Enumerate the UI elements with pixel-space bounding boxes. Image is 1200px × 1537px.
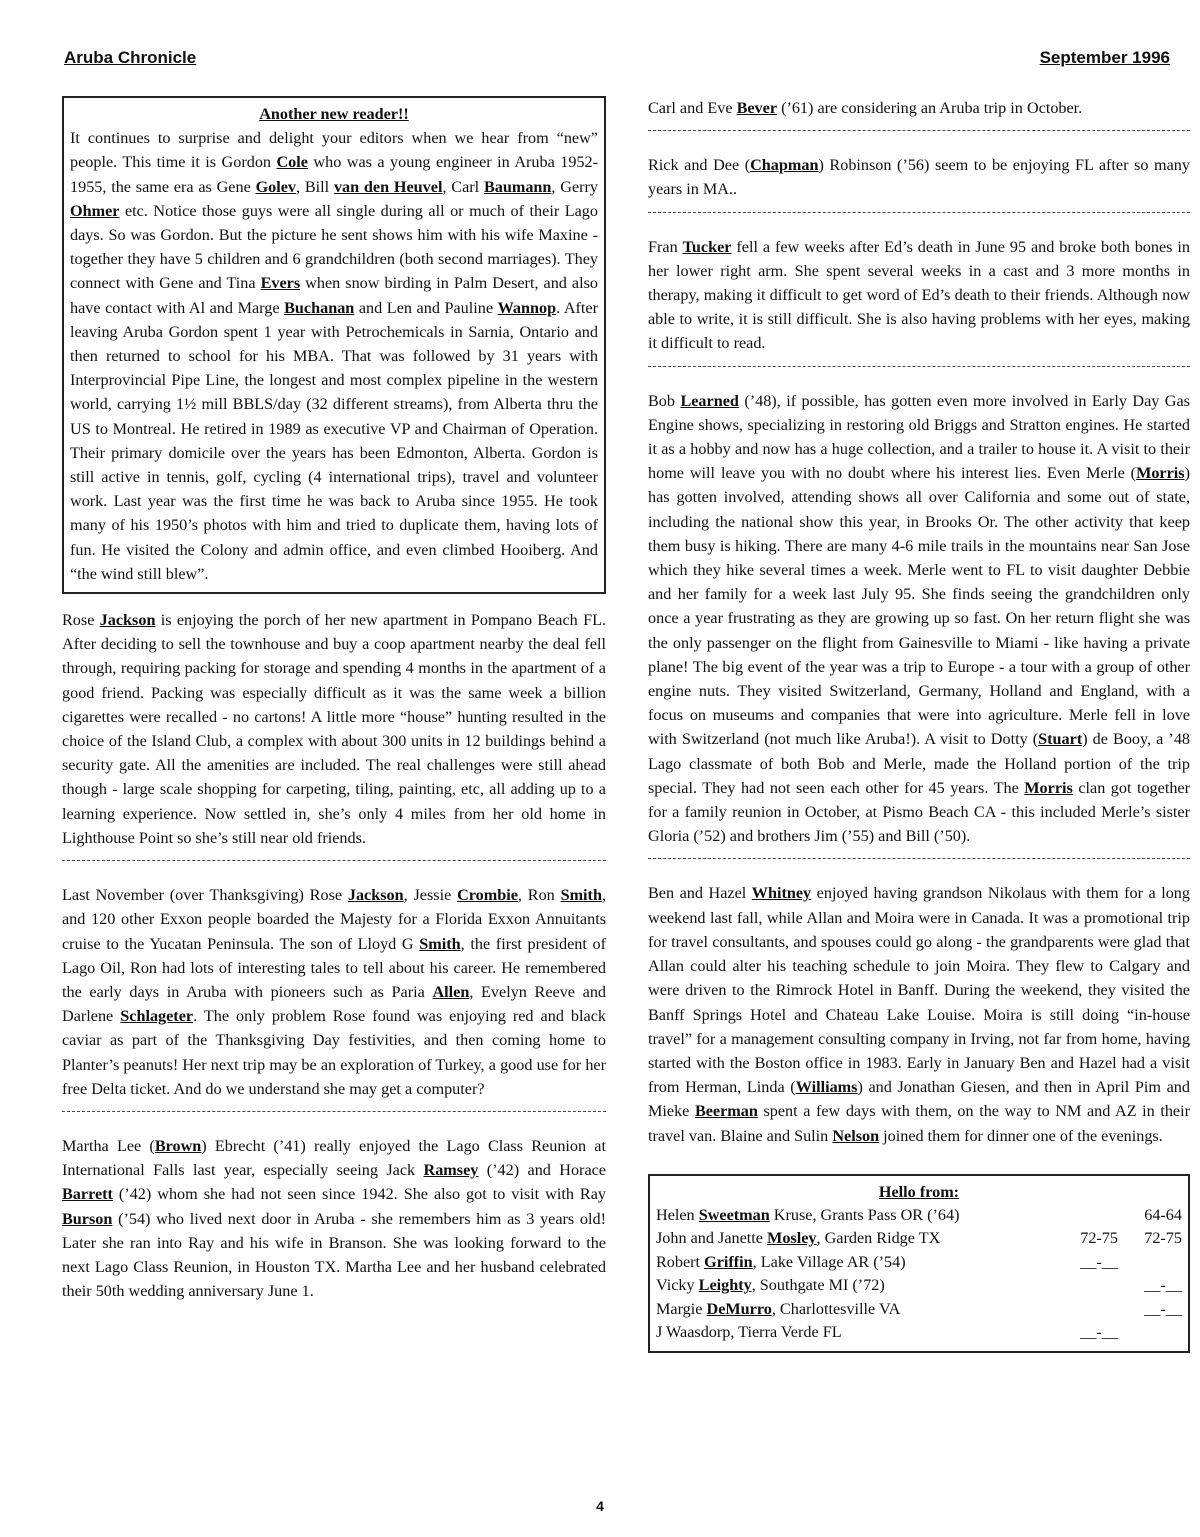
class-years (1054, 1204, 1118, 1228)
text-run: , Carl (442, 177, 484, 196)
hello-person (656, 1227, 1054, 1251)
text-run: , Ron (517, 886, 561, 905)
page-number: 4 (596, 1498, 604, 1514)
text-run: J Waasdorp, Tierra Verde FL (656, 1323, 842, 1342)
text-run: ) and Jonathan Giesen, and then in April Pim and Mieke (648, 1078, 1190, 1121)
text-run: (’48), if possible, has gotten even more involved in Early Day Gas Engine shows, specializing in restoring old Briggs and Stratton engines. He started it as a hobby and now has a huge collection, and a trailer to house it. A visit to their home will leave you with no doubt where his interest lies. Even Merle ( (648, 391, 1190, 483)
person-name: van den Heuvel (333, 177, 443, 196)
person-name: Smith (560, 886, 602, 905)
text-run: enjoyed having grandson Nikolaus with them for a long weekend last fall, while Allan and Moira were in Canada. It was a promotional trip for travel consultants, and spouses could go along - the grandparents were glad that Allan could alter his teaching schedule to join Moira. They flew to Calgary and were driven to the Rimrock Hotel in Banff. During the weekend, they visited the Banff Springs Hotel and Chateau Lake Louise. Moira is still doing “in-house travel” for a management consulting company in Irving, not far from home, having started with the Boston office in 1983. Early in January Ben and Hazel had a visit from Herman, Linda ( (648, 884, 1190, 1097)
text-run: (’61) are considering an Aruba trip in October. (777, 99, 1083, 117)
hello-from-box (648, 1174, 1190, 1353)
person-name: Griffin (704, 1252, 753, 1271)
person-name: Beerman (694, 1102, 758, 1121)
person-name: Cole (276, 153, 308, 172)
hello-row (656, 1204, 1182, 1228)
dashed-divider (648, 858, 1190, 873)
text-run: who was a young engineer in Aruba 1952-1955, the same era as Gene (70, 153, 598, 196)
person-name: Tucker (682, 237, 732, 256)
person-name: Barrett (62, 1185, 113, 1204)
person-name: Ramsey (423, 1161, 479, 1180)
dashed-divider (648, 130, 1190, 145)
aruba-years: __-__ (1144, 1276, 1182, 1295)
person-name: Stuart (1038, 730, 1083, 749)
person-name: Morris (1136, 464, 1185, 483)
text-run: . The only problem Rose found was enjoying red and black caviar as part of the Thanksgiving Day festivities, and then coming home to Planter’s peanuts! Her next trip may be an exploration of Turkey, a good use for her free Delta ticket. And do we understand she may get a computer? (62, 1007, 606, 1098)
text-run: etc. Notice those guys were all single during all or much of their Lago days. So was Gordon. But the picture he sent shows him with his wife Maxine - together they have 5 children and 6 grandchildren (both second marriages). They connect with Gene and Tina (70, 201, 598, 293)
text-run: joined them for dinner one of the evenings. (879, 1126, 1163, 1145)
person-name: Baumann (483, 177, 552, 196)
hello-person (656, 1251, 1054, 1275)
text-run: , Gerry (551, 177, 599, 196)
article-paragraph (62, 883, 606, 1101)
text-run: spent a few days with them, on the way to NM and AZ in their travel van. Blaine and Sulin (648, 1102, 1190, 1145)
aruba-years (1118, 1251, 1182, 1275)
text-run: (’42) and Horace (478, 1161, 606, 1180)
right-column (648, 96, 1190, 1353)
text-run: Margie (656, 1299, 707, 1318)
text-run: , Jessie (403, 886, 458, 905)
box-paragraph (70, 126, 598, 586)
person-name: Wannop (497, 298, 557, 317)
issue-date: September 1996 (1039, 48, 1170, 67)
text-run: , Evelyn Reeve and Darlene (62, 982, 607, 1026)
person-name: Nelson (832, 1126, 880, 1145)
newsletter-title: Aruba Chronicle (64, 48, 197, 67)
person-name: Leighty (698, 1276, 752, 1295)
hello-person (656, 1321, 1054, 1345)
text-run: Martha Lee ( (62, 1136, 155, 1155)
box-title: Another new reader!! (259, 105, 409, 123)
text-run: , Charlottesville VA (771, 1299, 901, 1318)
person-name: Williams (795, 1078, 858, 1097)
dashed-divider (62, 1111, 606, 1126)
person-name: Whitney (751, 884, 812, 903)
text-run: John and Janette (656, 1229, 768, 1248)
text-run: clan got together for a family reunion in October, at Pismo Beach CA - this included Merle’s sister Gloria (’52) and brothers Jim (’55) and Bill (’50). (648, 778, 1190, 846)
text-run: It continues to surprise and delight your editors when we hear from “new” people. This time it is Gordon (70, 129, 598, 172)
text-run: Last November (over Thanksgiving) Rose (62, 886, 348, 905)
hello-row (656, 1251, 1182, 1275)
text-run: , Garden Ridge TX (816, 1229, 941, 1248)
class-years (1054, 1274, 1118, 1298)
aruba-years: __-__ (1144, 1299, 1182, 1318)
person-name: Burson (62, 1209, 113, 1228)
hello-person (656, 1274, 1054, 1298)
text-run: ) de Booy, a ’48 Lago classmate of both Bob and Merle, made the Holland portion of the trip special. They had not seen each other for 45 years. The (648, 730, 1191, 797)
text-run: when snow birding in Palm Desert, and also have contact with Al and Marge (70, 274, 598, 317)
hello-row (656, 1298, 1182, 1322)
text-run: , the first president of Lago Oil, Ron had lots of interesting tales to tell about his career. He remembered the early days in Aruba with pioneers such as Paria (62, 934, 607, 1001)
person-name: Ohmer (70, 201, 120, 220)
text-run: Ben and Hazel (648, 884, 752, 903)
text-run: ) Ebrecht (’41) really enjoyed the Lago Class Reunion at International Falls last year, especially seeing Jack (62, 1136, 606, 1180)
article-paragraph (62, 1134, 606, 1303)
text-run: . After leaving Aruba Gordon spent 1 year with Petrochemicals in Sarnia, Ontario and then returned to school for his MBA. That was followed by 31 years with Interprovincial Pipe Line, the longest and most complex pipeline in the western world, carrying 1½ mill BBLS/day (32 different streams), from Alberta thru the US to Montreal. He retired in 1989 as executive VP and Chairman of Operation. Their primary domicile over the years has been Edmonton, Alberta. Gordon is still active in tennis, golf, cycling (4 international trips), travel and volunteer work. Last year was the first time he was back to Aruba since 1955. He took many of his 1950’s photos with him and tried to duplicate them, having lots of fun. He visited the Colony and admin office, and even climbed Hooiberg. And “the wind still blew”. (70, 298, 598, 583)
text-run: (’54) who lived next door in Aruba - she remembers him as 3 years old! Later she ran into Ray and his wife in Branson. She was looking forward to the next Lago Class Reunion, in Houston TX. Martha Lee and her husband celebrated their 50th wedding anniversary June 1. (62, 1209, 606, 1301)
text-run: , Lake Village AR (’54) (752, 1252, 906, 1271)
person-name: Chapman (750, 156, 819, 175)
text-run: Robert (656, 1252, 705, 1271)
text-run: (’42) whom she had not seen since 1942. She also got to visit with Ray (112, 1185, 606, 1204)
person-name: Jackson (347, 886, 404, 905)
person-name: Sweetman (698, 1205, 770, 1224)
article-paragraph (62, 608, 606, 850)
article-paragraph (648, 235, 1190, 356)
aruba-years (1118, 1321, 1182, 1345)
dashed-divider (648, 212, 1190, 227)
text-run: Helen (656, 1205, 699, 1224)
person-name: Smith (419, 934, 461, 953)
person-name: Morris (1024, 778, 1073, 797)
person-name: Jackson (99, 611, 156, 630)
text-run: Rick and Dee ( (648, 156, 751, 175)
person-name: Learned (680, 391, 739, 410)
person-name: Allen (432, 982, 470, 1001)
person-name: Golev (255, 177, 297, 196)
person-name: Brown (154, 1136, 202, 1155)
text-run: ) has gotten involved, attending shows all over California and some out of state, including the national show this year, in Brooks Or. The other activity that keep them busy is hiking. There are many 4-6 mile trails in the mountains near San Jose which they hike several times a week. Merle went to FL to visit daughter Debbie and her family for a week last July 95. She finds seeing the grandchildren only once a year frustrating as they are growing up so fast. On her return flight she was the only passenger on the flight from Gainesville to Miami - like having a private plane! The big event of the year was a trip to Europe - a tour with a group of other engine nuts. They visited Switzerland, Germany, Holland and England, with a focus on museums and companies that were into agriculture. Merle fell in love with Switzerland (not much like Aruba!). A visit to Dotty ( (648, 464, 1190, 749)
text-run: Carl and Eve (648, 99, 737, 117)
text-run: and Len and Pauline (354, 298, 498, 317)
new-reader-box (62, 96, 606, 594)
hello-row (656, 1321, 1182, 1345)
person-name: Bever (736, 99, 778, 117)
person-name: DeMurro (706, 1299, 772, 1318)
hello-row (656, 1274, 1182, 1298)
class-years: 72-75 (1080, 1229, 1118, 1248)
person-name: Evers (260, 274, 301, 293)
text-run: fell a few weeks after Ed’s death in June 95 and broke both bones in her lower right arm. She spent several weeks in a cast and 3 more months in therapy, making it difficult to get word of Ed’s death to their friends. Although now able to write, it is still difficult. She is also having problems with her eyes, making it difficult to read. (648, 237, 1190, 353)
person-name: Mosley (767, 1229, 817, 1248)
text-run: Rose (62, 611, 100, 630)
text-run: Bob (648, 391, 681, 410)
dashed-divider (62, 860, 606, 875)
text-run: , Bill (296, 177, 334, 196)
person-name: Schlageter (120, 1007, 194, 1026)
person-name: Crombie (457, 886, 518, 905)
class-years (1054, 1298, 1118, 1322)
text-run: ) Robinson (’56) seem to be enjoying FL after so many years in MA.. (648, 156, 1190, 199)
hello-person (656, 1204, 1054, 1228)
hello-person (656, 1298, 1054, 1322)
dashed-divider (648, 366, 1190, 381)
article-paragraph (648, 96, 1190, 120)
left-column (62, 96, 606, 1303)
article-paragraph (648, 153, 1190, 201)
text-run: Vicky (656, 1276, 699, 1295)
person-name: Buchanan (284, 298, 355, 317)
text-run: Fran (648, 237, 683, 256)
class-years: __-__ (1080, 1252, 1118, 1271)
class-years: __-__ (1080, 1323, 1118, 1342)
text-run: , Southgate MI (’72) (751, 1276, 885, 1295)
text-run: is enjoying the porch of her new apartment in Pompano Beach FL. After deciding to sell the townhouse and buy a coop apartment nearby the deal fell through, requiring packing for storage and spending 4 months in the apartment of a good friend. Packing was especially difficult as it was the same week a billion cigarettes were recalled - no cartons! A little more “house” hunting resulted in the choice of the Island Club, a complex with about 300 units in 12 buildings behind a security gate. All the amenities are included. The real challenges were still ahead though - large scale shopping for carpeting, tiling, painting, etc, all adding up to a learning experience. Now settled in, she’s only 4 miles from her old home in Lighthouse Point so she’s still near old friends. (62, 611, 607, 847)
article-paragraph (648, 881, 1190, 1147)
hello-table (656, 1204, 1182, 1345)
aruba-years: 64-64 (1144, 1205, 1182, 1224)
hello-title: Hello from: (878, 1182, 960, 1201)
text-run: Kruse, Grants Pass OR (’64) (769, 1205, 960, 1224)
aruba-years: 72-75 (1144, 1229, 1182, 1248)
hello-row (656, 1227, 1182, 1251)
article-paragraph (648, 389, 1190, 849)
text-run: , and 120 other Exxon people boarded the Majesty for a Florida Exxon Annuitants cruise to the Yucatan Peninsula. The son of Lloyd G (62, 886, 606, 953)
